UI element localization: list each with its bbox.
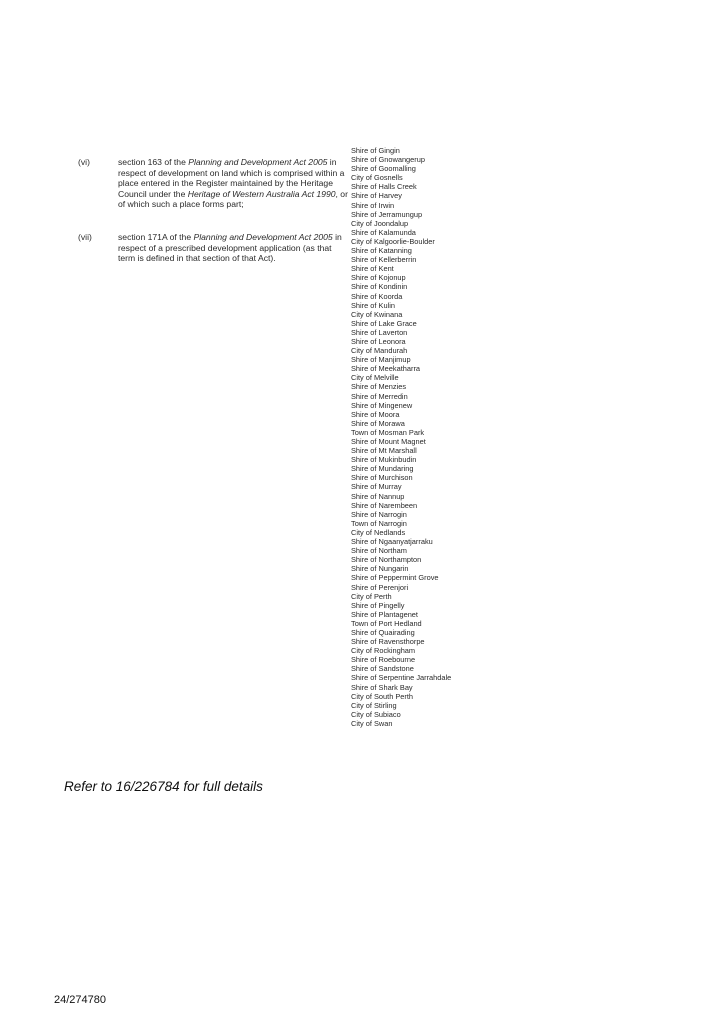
council-list-item: Shire of Gnowangerup (351, 155, 425, 165)
council-list-item: Shire of Quairading (351, 627, 415, 637)
council-list-item: Shire of Ravensthorpe (351, 637, 425, 647)
clause-text-suffix: in respect of a prescribed development application (as that term is defined in that section of that Act). (118, 232, 342, 264)
council-list-item: Town of Mosman Park (351, 427, 425, 437)
clause-text-middle: in respect of development on land which is comprised within a place entered in the Register maintained by the Heritage Council under the (118, 157, 345, 199)
council-list-item: Shire of Leonora (351, 336, 406, 346)
act-title: Planning and Development Act 2005 (193, 232, 333, 242)
council-list-item: Shire of Morawa (351, 418, 405, 428)
council-list-item: Shire of Plantagenet (351, 609, 418, 619)
council-list-item: Shire of Goomalling (351, 164, 416, 174)
council-list-item: Shire of Kalamunda (351, 227, 416, 237)
council-list-item: City of Perth (351, 591, 392, 601)
council-list-item: City of Swan (351, 718, 393, 728)
clause-text (118, 157, 348, 210)
clause-number: (vii) (78, 232, 92, 242)
clause-vii (78, 232, 348, 264)
council-list-item: Shire of Kojonup (351, 273, 406, 283)
council-list-item: Shire of Kondinin (351, 282, 408, 292)
council-list-item: Shire of Mingenew (351, 400, 413, 410)
council-list-item: Shire of Merredin (351, 391, 408, 401)
council-list-item: Shire of Murray (351, 482, 402, 492)
council-list-item: Shire of Peppermint Grove (351, 573, 439, 583)
council-list-item: Shire of Meekatharra (351, 364, 421, 374)
council-list-item: City of Subiaco (351, 709, 401, 719)
council-list-item: Shire of Mukinbudin (351, 455, 417, 465)
council-list-item: Shire of Halls Creek (351, 182, 417, 192)
council-list-item: Shire of Gingin (351, 146, 400, 155)
council-list (351, 146, 451, 728)
council-list-item: Shire of Ngaanyatjarraku (351, 537, 433, 547)
clause-text-prefix: section 163 of the (118, 157, 189, 167)
council-list-item: Shire of Mount Magnet (351, 437, 426, 446)
council-list-item: Shire of Nungarin (351, 564, 409, 574)
council-list-item: Shire of Koorda (351, 291, 403, 301)
council-list-item: Shire of Serpentine Jarrahdale (351, 673, 452, 683)
council-list-item: City of Joondalup (351, 218, 409, 228)
clause-text-prefix: section 171A of the (118, 232, 194, 242)
document-number: 24/274780 (54, 994, 106, 1006)
act-title: Planning and Development Act 2005 (188, 157, 328, 167)
council-list-item: City of Melville (351, 373, 399, 383)
council-list-item: City of Kwinana (351, 309, 403, 319)
council-list-item: Shire of Jerramungup (351, 209, 423, 219)
act-title: Heritage of Western Australia Act 1990 (187, 188, 336, 199)
council-list-item: Shire of Laverton (351, 327, 408, 337)
council-list-item: Shire of Shark Bay (351, 682, 413, 692)
council-list-item: City of Nedlands (351, 527, 406, 537)
council-list-item: Shire of Sandstone (351, 664, 414, 674)
council-list-item: Shire of Nannup (351, 491, 405, 501)
clause-text-suffix: , or of which such a place forms part; (118, 188, 348, 210)
council-list-item: Shire of Kent (351, 264, 394, 274)
council-list-item: Town of Narrogin (351, 518, 407, 528)
council-list-item: Shire of Kellerberrin (351, 255, 417, 265)
clause-number: (vi) (78, 157, 90, 167)
council-list-item: Shire of Mt Marshall (351, 446, 417, 456)
council-list-item: Shire of Perenjori (351, 582, 409, 592)
council-list-item: City of South Perth (351, 691, 414, 701)
council-list-item: Shire of Narembeen (351, 500, 418, 510)
council-list-item: Shire of Mundaring (351, 464, 414, 474)
council-list-item: Shire of Menzies (351, 382, 407, 392)
council-list-item: Shire of Northam (351, 546, 407, 556)
council-list-item: Shire of Moora (351, 409, 400, 419)
council-list-item: Shire of Manjimup (351, 355, 411, 365)
council-list-item: Shire of Narrogin (351, 509, 407, 519)
council-list-item: Shire of Lake Grace (351, 318, 417, 328)
council-list-item: Town of Port Hedland (351, 618, 422, 628)
council-list-item: Shire of Northampton (351, 555, 422, 565)
council-list-item: Shire of Harvey (351, 191, 402, 201)
refer-note: Refer to 16/226784 for full details (64, 779, 263, 794)
council-list-item: Shire of Irwin (351, 200, 395, 210)
council-list-item: City of Rockingham (351, 646, 416, 656)
clause-text (118, 232, 348, 264)
council-list-item: City of Gosnells (351, 173, 403, 183)
council-list-item: Shire of Roebourne (351, 655, 416, 665)
council-list-item: City of Kalgoorlie-Boulder (351, 236, 435, 246)
council-list-item: City of Mandurah (351, 346, 408, 356)
council-list-item: City of Stirling (351, 700, 397, 710)
council-list-item: Shire of Pingelly (351, 600, 405, 610)
council-list-item: Shire of Katanning (351, 246, 412, 256)
council-list-item: Shire of Kulin (351, 300, 395, 310)
clause-vi (78, 157, 348, 210)
council-list-item: Shire of Murchison (351, 473, 413, 483)
